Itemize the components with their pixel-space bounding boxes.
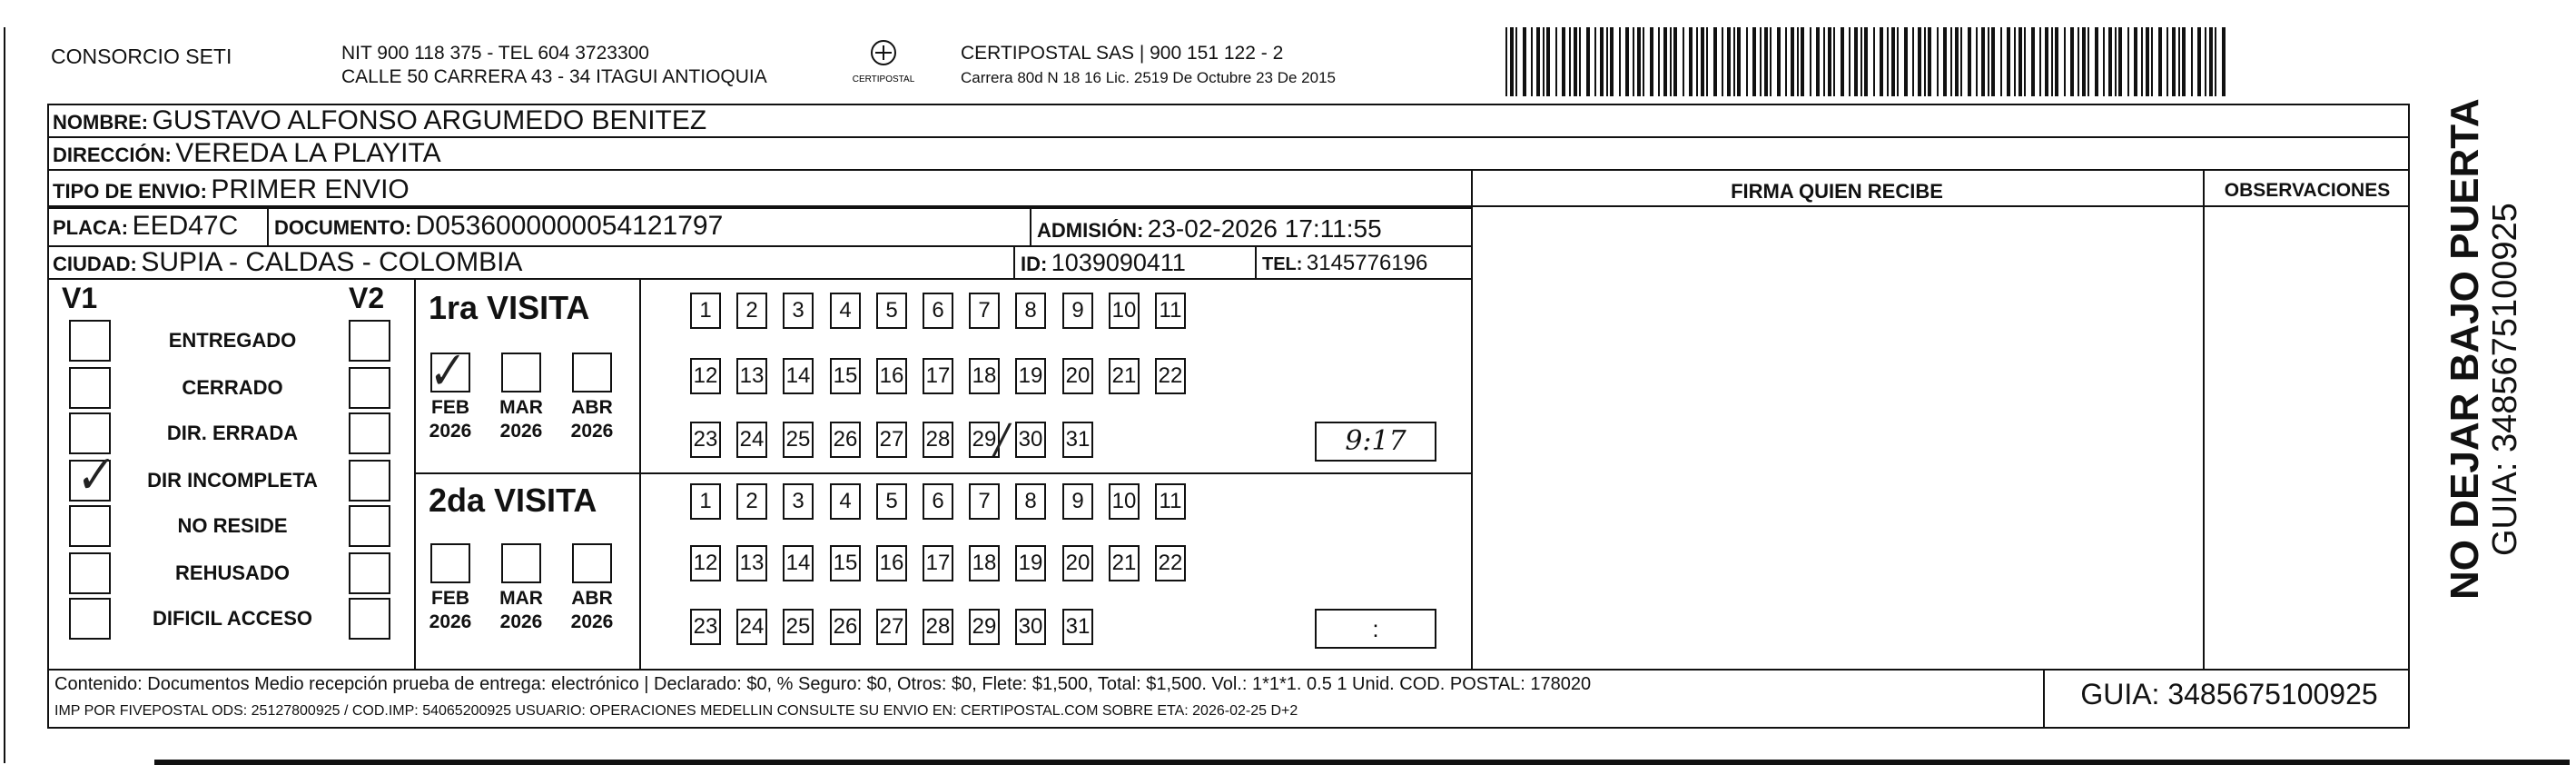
barcode-bar	[1701, 27, 1704, 96]
direccion-value: VEREDA LA PLAYITA	[175, 138, 441, 168]
company-address: CALLE 50 CARRERA 43 - 34 ITAGUI ANTIOQUIA	[341, 66, 767, 87]
barcode-bar	[2031, 27, 2035, 96]
second-visit-month-year: 2026	[499, 611, 543, 632]
barcode-bar	[1625, 27, 1629, 96]
barcode-bar	[1918, 27, 1921, 96]
first-visit-day-box[interactable]: 16	[876, 358, 907, 394]
tel-value: 3145776196	[1306, 251, 1428, 275]
first-visit-day-box[interactable]: 29	[969, 422, 1000, 458]
certipostal-logo	[843, 36, 924, 91]
second-visit-day-box[interactable]: 2	[736, 483, 767, 520]
v2-checkbox[interactable]	[349, 460, 390, 502]
first-visit-day-box[interactable]: 9	[1062, 293, 1093, 329]
second-visit-day-box[interactable]: 5	[876, 483, 907, 520]
v2-label: V2	[349, 282, 385, 314]
barcode-bar	[1733, 27, 1735, 96]
first-visit-day-box[interactable]: 17	[923, 358, 953, 394]
barcode-bar	[1600, 27, 1604, 96]
barcode-bar	[2024, 27, 2026, 96]
barcode-bar	[2045, 27, 2048, 96]
barcode-bar	[2222, 27, 2226, 96]
second-visit-day-box[interactable]: 10	[1109, 483, 1140, 520]
v2-checkbox[interactable]	[349, 552, 390, 594]
barcode-bar	[1770, 27, 1772, 96]
barcode-bar	[2182, 27, 2186, 96]
barcode-bar	[1643, 27, 1644, 96]
barcode-bar	[1841, 27, 1844, 96]
second-visit-day-box[interactable]: 1	[690, 483, 721, 520]
barcode-bar	[1555, 27, 1557, 96]
placa-value: EED47C	[132, 211, 239, 241]
first-visit-month-year: 2026	[570, 421, 614, 442]
barcode-bar	[1546, 27, 1550, 96]
scan-edge-bottom	[154, 760, 2570, 765]
barcode-bar	[1976, 27, 1978, 96]
barcode-bar	[1579, 27, 1581, 96]
barcode-bar	[1828, 27, 1831, 96]
first-visit-month-label: FEB	[431, 397, 469, 418]
first-visit-day-box[interactable]: 13	[736, 358, 767, 394]
barcode-bar	[1505, 27, 1507, 96]
v1-checkbox[interactable]	[69, 598, 111, 640]
barcode-bar	[1988, 27, 1989, 96]
second-visit-day-box[interactable]: 27	[876, 609, 907, 645]
barcode-bar	[2146, 27, 2149, 96]
ciudad-value: SUPIA - CALDAS - COLOMBIA	[141, 247, 523, 277]
v2-checkbox[interactable]	[349, 505, 390, 547]
v1-checkbox[interactable]	[69, 552, 111, 594]
id-value: 1039090411	[1051, 249, 1186, 276]
first-visit-day-box[interactable]: 3	[783, 293, 814, 329]
first-visit-day-box[interactable]: 24	[736, 422, 767, 458]
barcode-bar	[1543, 27, 1545, 96]
barcode-bar	[1764, 27, 1768, 96]
footer-print-info: IMP POR FIVEPOSTAL ODS: 25127800925 / COD.IMP: 54065200925 USUARIO: OPERACIONES MEDELLIN CONSULTE SU ENVIO EN: CERTIPOSTAL.COM SOBRE ETA: 2026-02-25 D+2	[54, 703, 1298, 719]
barcode-bar	[1650, 27, 1653, 96]
barcode-bar	[1960, 27, 1962, 96]
admision-value: 23-02-2026 17:11:55	[1147, 214, 1382, 243]
first-visit-month-label: ABR	[571, 397, 613, 418]
v1-checkbox[interactable]	[69, 320, 111, 362]
barcode-bar	[1777, 27, 1781, 96]
second-visit-day-box[interactable]: 23	[690, 609, 721, 645]
barcode-bar	[1891, 27, 1895, 96]
feb-check-mark: ✓	[419, 342, 469, 402]
barcode-bar	[1849, 27, 1851, 96]
first-visit-day-box[interactable]: 2	[736, 293, 767, 329]
barcode-bar	[2115, 27, 2117, 96]
tipo-value: PRIMER ENVIO	[211, 174, 410, 204]
first-visit-day-box[interactable]: 8	[1015, 293, 1046, 329]
svg-text:CERTIPOSTAL: CERTIPOSTAL	[852, 75, 915, 84]
barcode-bar	[2007, 27, 2010, 96]
direccion-label: DIRECCIÓN:	[53, 144, 172, 166]
second-visit-month-label: MAR	[499, 588, 543, 609]
v1-checkbox[interactable]	[69, 505, 111, 547]
first-visit-title: 1ra VISITA	[429, 289, 590, 326]
first-visit-day-box[interactable]: 6	[923, 293, 953, 329]
barcode-bar	[2191, 27, 2193, 96]
barcode-bar	[1797, 27, 1799, 96]
barcode-bar	[1536, 27, 1540, 96]
barcode-bar	[1760, 27, 1762, 96]
tel-label: TEL:	[1262, 254, 1303, 274]
certipostal-address: Carrera 80d N 18 16 Lic. 2519 De Octubre 23 De 2015	[961, 69, 1336, 86]
barcode-bar	[1569, 27, 1571, 96]
barcode-bar	[1924, 27, 1926, 96]
second-visit-day-box[interactable]: 24	[736, 609, 767, 645]
nombre-value: GUSTAVO ALFONSO ARGUMEDO BENITEZ	[152, 105, 707, 135]
footer-guia: GUIA: 3485675100925	[2080, 678, 2378, 710]
ciudad-row	[53, 247, 522, 278]
second-visit-day-box[interactable]: 21	[1109, 545, 1140, 581]
visit-option-label: CERRADO	[182, 376, 283, 399]
barcode	[1505, 27, 2232, 96]
side-warning: NO DEJAR BAJO PUERTA	[2443, 98, 2487, 600]
barcode-bar	[1955, 27, 1959, 96]
id-row	[1021, 249, 1186, 277]
first-visit-month-box[interactable]	[572, 353, 612, 392]
barcode-bar	[1658, 27, 1660, 96]
barcode-bar	[2108, 27, 2112, 96]
barcode-bar	[2205, 27, 2206, 96]
first-visit-day-box[interactable]: 7	[969, 293, 1000, 329]
barcode-bar	[1791, 27, 1794, 96]
barcode-bar	[1696, 27, 1698, 96]
barcode-bar	[1937, 27, 1939, 96]
second-visit-month-label: FEB	[431, 588, 469, 609]
barcode-bar	[1737, 27, 1741, 96]
second-visit-day-box[interactable]: 7	[969, 483, 1000, 520]
visit-option-label: DIR INCOMPLETA	[147, 469, 318, 492]
barcode-bar	[2070, 27, 2074, 96]
second-visit-day-box[interactable]: 17	[923, 545, 953, 581]
second-visit-day-box[interactable]: 16	[876, 545, 907, 581]
v2-checkbox[interactable]	[349, 320, 390, 362]
ciudad-label: CIUDAD:	[53, 253, 137, 275]
barcode-bar	[2215, 27, 2216, 96]
first-visit-day-box[interactable]: 4	[830, 293, 861, 329]
firma-header: FIRMA QUIEN RECIBE	[1731, 180, 1943, 203]
day-27-strike-mark: /	[995, 416, 1009, 462]
second-visit-day-box[interactable]: 26	[830, 609, 861, 645]
barcode-bar	[1810, 27, 1811, 96]
barcode-bar	[1752, 27, 1756, 96]
second-visit-day-box[interactable]: 31	[1062, 609, 1093, 645]
documento-label: DOCUMENTO:	[274, 216, 412, 239]
barcode-bar	[2127, 27, 2129, 96]
barcode-bar	[2000, 27, 2002, 96]
barcode-bar	[1689, 27, 1693, 96]
barcode-bar	[1727, 27, 1731, 96]
second-visit-day-box[interactable]: 22	[1155, 545, 1186, 581]
barcode-bar	[2141, 27, 2143, 96]
tel-row	[1262, 251, 1427, 276]
second-visit-time[interactable]: :	[1315, 609, 1436, 649]
first-visit-day-box[interactable]: 19	[1015, 358, 1046, 394]
certipostal-nit: CERTIPOSTAL SAS | 900 151 122 - 2	[961, 43, 1284, 64]
barcode-bar	[1515, 27, 1517, 96]
barcode-bar	[1981, 27, 1985, 96]
first-visit-time[interactable]: 9:17	[1315, 422, 1436, 462]
side-guia: GUIA: 3485675100925	[2486, 203, 2524, 556]
admision-row	[1037, 214, 1382, 243]
tipo-row	[53, 174, 410, 205]
company-nit-tel: NIT 900 118 375 - TEL 604 3723300	[341, 43, 649, 64]
barcode-bar	[1833, 27, 1835, 96]
barcode-bar	[2158, 27, 2162, 96]
barcode-bar	[1864, 27, 1868, 96]
signature-area[interactable]	[1473, 207, 2203, 669]
second-visit-month-box[interactable]	[430, 543, 470, 583]
barcode-bar	[1854, 27, 1858, 96]
barcode-bar	[1950, 27, 1952, 96]
barcode-bar	[2118, 27, 2122, 96]
barcode-bar	[1722, 27, 1723, 96]
barcode-bar	[1663, 27, 1667, 96]
barcode-bar	[2055, 27, 2058, 96]
second-visit-day-box[interactable]: 6	[923, 483, 953, 520]
barcode-bar	[1785, 27, 1787, 96]
first-visit-day-box[interactable]: 27	[876, 422, 907, 458]
barcode-bar	[1897, 27, 1899, 96]
first-visit-day-box[interactable]: 14	[783, 358, 814, 394]
first-visit-day-box[interactable]: 26	[830, 422, 861, 458]
barcode-bar	[1823, 27, 1825, 96]
visit-option-label: NO RESIDE	[177, 514, 288, 537]
barcode-bar	[2103, 27, 2105, 96]
second-visit-month-box[interactable]	[501, 543, 541, 583]
nombre-label: NOMBRE:	[53, 111, 149, 134]
second-visit-day-box[interactable]: 28	[923, 609, 953, 645]
second-visit-day-box[interactable]: 3	[783, 483, 814, 520]
barcode-bar	[1637, 27, 1641, 96]
observaciones-header: OBSERVACIONES	[2224, 180, 2391, 201]
barcode-bar	[1562, 27, 1565, 96]
barcode-bar	[1673, 27, 1677, 96]
barcode-bar	[2178, 27, 2180, 96]
barcode-bar	[1619, 27, 1621, 96]
barcode-bar	[1531, 27, 1533, 96]
second-visit-title: 2da VISITA	[429, 482, 597, 519]
v2-checkbox[interactable]	[349, 412, 390, 454]
barcode-bar	[2087, 27, 2089, 96]
barcode-bar	[1594, 27, 1596, 96]
first-visit-day-box[interactable]: 21	[1109, 358, 1140, 394]
first-visit-day-box[interactable]: 11	[1155, 293, 1186, 329]
barcode-bar	[1873, 27, 1875, 96]
second-visit-month-box[interactable]	[572, 543, 612, 583]
barcode-bar	[2051, 27, 2053, 96]
first-visit-day-box[interactable]: 10	[1109, 293, 1140, 329]
barcode-bar	[2197, 27, 2201, 96]
barcode-bar	[1968, 27, 1971, 96]
first-visit-day-box[interactable]: 23	[690, 422, 721, 458]
barcode-bar	[1928, 27, 1931, 96]
first-visit-day-box[interactable]: 20	[1062, 358, 1093, 394]
barcode-bar	[1606, 27, 1608, 96]
v1-checkbox[interactable]	[69, 367, 111, 409]
observations-area[interactable]	[2205, 207, 2410, 669]
barcode-bar	[1510, 27, 1514, 96]
visit-option-label: REHUSADO	[175, 561, 290, 584]
second-visit-month-label: ABR	[571, 588, 613, 609]
visit-option-label: DIR. ERRADA	[166, 422, 299, 444]
barcode-bar	[1943, 27, 1947, 96]
second-visit-day-box[interactable]: 25	[783, 609, 814, 645]
barcode-bar	[1713, 27, 1717, 96]
second-visit-day-box[interactable]: 18	[969, 545, 1000, 581]
v2-checkbox[interactable]	[349, 598, 390, 640]
first-visit-month-year: 2026	[429, 421, 472, 442]
first-visit-day-box[interactable]: 28	[923, 422, 953, 458]
second-visit-day-box[interactable]: 20	[1062, 545, 1093, 581]
first-visit-day-box[interactable]: 1	[690, 293, 721, 329]
documento-row	[274, 211, 723, 242]
visit-option-label: ENTREGADO	[168, 329, 297, 352]
barcode-bar	[1816, 27, 1820, 96]
visit-option-label: DIFICIL ACCESO	[152, 607, 312, 630]
barcode-bar	[2166, 27, 2168, 96]
barcode-bar	[2095, 27, 2098, 96]
second-visit-day-box[interactable]: 13	[736, 545, 767, 581]
barcode-bar	[1912, 27, 1914, 96]
first-visit-month-label: MAR	[499, 397, 543, 418]
second-visit-day-box[interactable]: 30	[1015, 609, 1046, 645]
barcode-bar	[2134, 27, 2137, 96]
admision-label: ADMISIÓN:	[1037, 219, 1144, 242]
documento-value: D0536000000054121797	[415, 211, 724, 241]
first-visit-day-box[interactable]: 12	[690, 358, 721, 394]
direccion-row	[53, 138, 441, 169]
company-name: CONSORCIO SETI	[51, 45, 232, 68]
second-visit-day-box[interactable]: 9	[1062, 483, 1093, 520]
barcode-bar	[2082, 27, 2086, 96]
scan-edge-left	[4, 27, 5, 763]
first-visit-day-box[interactable]: 25	[783, 422, 814, 458]
barcode-bar	[2014, 27, 2016, 96]
barcode-bar	[1904, 27, 1908, 96]
barcode-bar	[2039, 27, 2041, 96]
second-visit-day-box[interactable]: 12	[690, 545, 721, 581]
first-visit-day-box[interactable]: 5	[876, 293, 907, 329]
barcode-bar	[1523, 27, 1526, 96]
id-label: ID:	[1021, 253, 1048, 275]
second-visit-day-box[interactable]: 15	[830, 545, 861, 581]
second-visit-day-box[interactable]: 11	[1155, 483, 1186, 520]
barcode-bar	[2018, 27, 2022, 96]
first-visit-day-box[interactable]: 30	[1015, 422, 1046, 458]
barcode-bar	[1610, 27, 1614, 96]
second-visit-month-year: 2026	[570, 611, 614, 632]
barcode-bar	[2078, 27, 2079, 96]
first-visit-day-box[interactable]: 15	[830, 358, 861, 394]
barcode-bar	[1801, 27, 1804, 96]
barcode-bar	[1633, 27, 1634, 96]
footer-contents: Contenido: Documentos Medio recepción prueba de entrega: electrónico | Declarado: $0, % Seguro: $0, Otros: $0, Flete: $1,500, Total: $1,500. Vol.: 1*1*1. 0.5 1 Unid. COD. POSTAL: 178020	[54, 674, 1592, 694]
barcode-bar	[2172, 27, 2176, 96]
barcode-bar	[1880, 27, 1883, 96]
second-visit-day-box[interactable]: 14	[783, 545, 814, 581]
second-visit-month-year: 2026	[429, 611, 472, 632]
first-visit-day-box[interactable]: 31	[1062, 422, 1093, 458]
first-visit-day-box[interactable]: 22	[1155, 358, 1186, 394]
first-visit-month-year: 2026	[499, 421, 543, 442]
second-visit-day-box[interactable]: 4	[830, 483, 861, 520]
second-visit-day-box[interactable]: 8	[1015, 483, 1046, 520]
second-visit-day-box[interactable]: 29	[969, 609, 1000, 645]
v1-label: V1	[62, 282, 98, 314]
barcode-bar	[1887, 27, 1889, 96]
barcode-bar	[1683, 27, 1684, 96]
barcode-bar	[1574, 27, 1577, 96]
barcode-bar	[1670, 27, 1672, 96]
barcode-bar	[1746, 27, 1748, 96]
barcode-bar	[2151, 27, 2153, 96]
nombre-row	[53, 105, 706, 136]
first-visit-day-box[interactable]: 18	[969, 358, 1000, 394]
placa-row	[53, 211, 238, 242]
barcode-bar	[1586, 27, 1590, 96]
barcode-bar	[2209, 27, 2213, 96]
tipo-label: TIPO DE ENVIO:	[53, 180, 207, 203]
barcode-bar	[1860, 27, 1862, 96]
second-visit-day-box[interactable]: 19	[1015, 545, 1046, 581]
v2-checkbox[interactable]	[349, 367, 390, 409]
v1-check-mark: ✓	[68, 445, 117, 507]
barcode-bar	[2064, 27, 2066, 96]
first-visit-month-box[interactable]	[501, 353, 541, 392]
placa-label: PLACA:	[53, 216, 129, 239]
barcode-bar	[1991, 27, 1995, 96]
barcode-bar	[1706, 27, 1708, 96]
